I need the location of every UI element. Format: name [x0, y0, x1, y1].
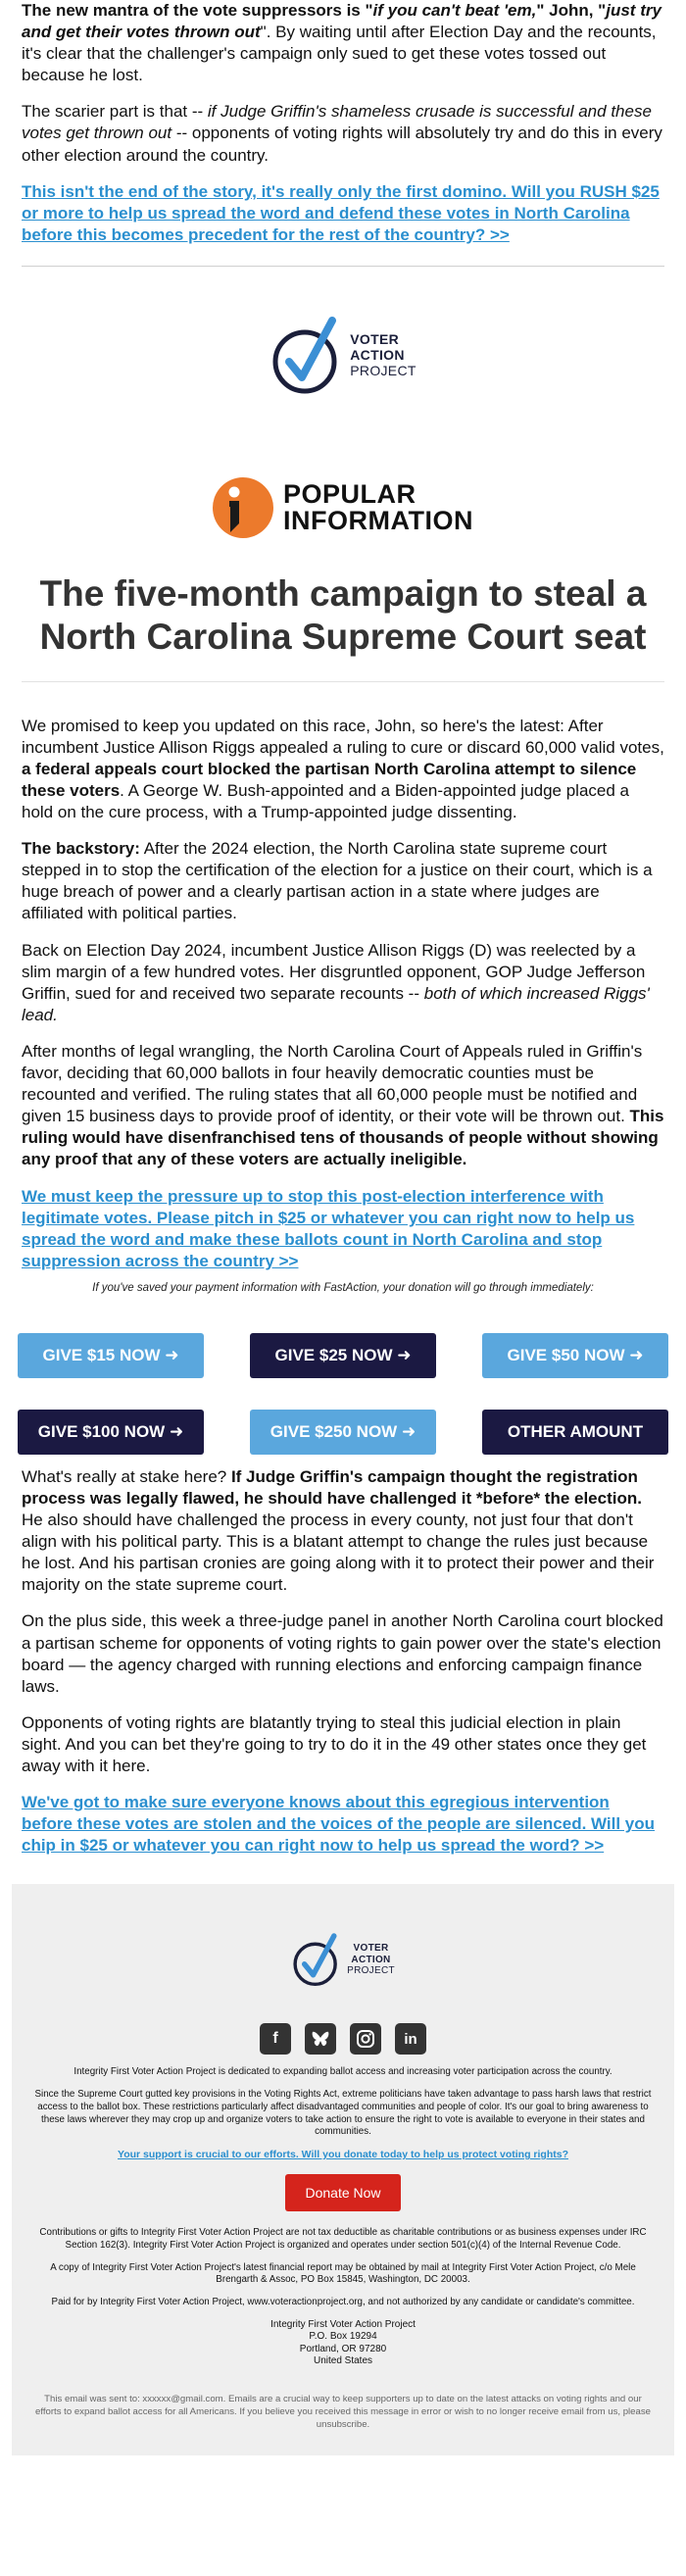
- give-15-button[interactable]: GIVE $15 NOW ➜: [18, 1333, 204, 1378]
- footer: [12, 1884, 674, 2454]
- linkedin-icon[interactable]: in: [395, 2023, 426, 2055]
- instagram-icon[interactable]: [350, 2023, 381, 2055]
- give-25-button[interactable]: GIVE $25 NOW ➜: [250, 1333, 436, 1378]
- footer-financial-report: A copy of Integrity First Voter Action Project's latest financial report may be obtained by mail at Integrity First Voter Action Project, c/o Mele Brengarth & Assoc, PO Box 15845, Washington, DC 20003.: [50, 2261, 636, 2286]
- checkmark-circle-icon: [291, 1930, 342, 1989]
- checkmark-circle-icon: [270, 313, 344, 397]
- info-circle-icon: [213, 477, 273, 538]
- footer-support-link[interactable]: Your support is crucial to our efforts. Will you donate today to help us protect voting rights?: [118, 2149, 568, 2161]
- fastaction-note: If you've saved your payment information with FastAction, your donation will go through immediately:: [92, 1281, 594, 1294]
- closing-paragraph-3: Opponents of voting rights are blatantly trying to steal this judicial election in plain sight. And you can bet they're going to try to do it in the 49 other states once they get away with it here.: [22, 1712, 647, 1775]
- intro-section: [0, 0, 686, 267]
- give-100-button[interactable]: GIVE $100 NOW ➜: [18, 1410, 204, 1455]
- other-amount-button[interactable]: OTHER AMOUNT: [482, 1410, 668, 1455]
- popular-information-logo: POPULAR INFORMATION: [0, 472, 686, 543]
- footer-address: Integrity First Voter Action Project P.O. Box 19294 Portland, OR 97280 United States: [270, 2318, 416, 2367]
- intro-donate-link[interactable]: This isn't the end of the story, it's really only the first domino. Will you RUSH $25 or more to help us spread the word and defend these votes in North Carolina before this becomes precedent for the rest of the country? >>: [22, 181, 660, 244]
- article-section: [0, 681, 686, 1294]
- footer-tax-notice: Contributions or gifts to Integrity First Voter Action Project are not tax deductible as charitable contributions or as business expenses under IRC Section 162(3). Integrity First Voter Action Project is organized and operates under section 501(c)(4) of the Internal Revenue Code.: [39, 2227, 647, 2251]
- intro-paragraph-2: The scarier part is that -- if Judge Griffin's shameless crusade is successful and these votes get thrown out -- opponents of voting rights will absolutely try and do this in every other election around the country.: [22, 102, 662, 165]
- article-paragraph-3: Back on Election Day 2024, incumbent Justice Allison Riggs (D) was reelected by a slim margin of a few hundred votes. Her disgruntled opponent, GOP Judge Jefferson Griffin, sued for and received two separate recounts -- both of which increased Riggs' lead.: [22, 940, 650, 1024]
- donate-button-row-2: [0, 1410, 686, 1455]
- donate-now-button[interactable]: Donate Now: [285, 2174, 400, 2211]
- intro-paragraph-1: The new mantra of the vote suppressors is "if you can't beat 'em," John, "just try and get their votes thrown out". By waiting until after Election Day and the recounts, it's clear that the challenger's campaign only sued to get these votes tossed out because he lost.: [22, 1, 662, 85]
- facebook-icon[interactable]: f: [260, 2023, 291, 2055]
- article-paragraph-2: The backstory: After the 2024 election, the North Carolina state supreme court stepped in to stop the certification of the election for a justice on their court, which is a huge breach of power and a clearly partisan action in a state where judges are affiliated with political parties.: [22, 839, 653, 923]
- voter-action-project-logo: VOTER ACTION PROJECT: [0, 306, 686, 404]
- give-50-button[interactable]: GIVE $50 NOW ➜: [482, 1333, 668, 1378]
- article-title: The five-month campaign to steal a North Carolina Supreme Court seat: [39, 572, 647, 658]
- title-divider: [22, 681, 664, 682]
- footer-logo: VOTER ACTION PROJECT: [31, 1925, 655, 1994]
- closing-section: [0, 1466, 686, 1858]
- social-links: [31, 2023, 655, 2055]
- bluesky-icon[interactable]: [305, 2023, 336, 2055]
- article-donate-link[interactable]: We must keep the pressure up to stop this post-election interference with legitimate votes. Please pitch in $25 or whatever you can right now to help us spread the word and make these ballots count in North Carolina and stop suppression across the country >>: [22, 1186, 635, 1270]
- closing-paragraph-1: What's really at stake here? If Judge Griffin's campaign thought the registration process was legally flawed, he should have challenged it *before* the election. He also should have challenged the process in every county, not just four that don't align with his political party. This is a blatant attempt to change the rules just because he lost. And his partisan cronies are going along with it to protect their power and their majority on the state supreme court.: [22, 1466, 655, 1595]
- divider: [22, 266, 664, 267]
- article-paragraph-1: We promised to keep you updated on this race, John, so here's the latest: After incumbent Justice Allison Riggs appealed a ruling to cure or discard 60,000 valid votes, a federal appeals court blocked the partisan North Carolina attempt to silence these voters. A George W. Bush-appointed and a Biden-appointed judge placed a hold on the cure process, with a Trump-appointed judge dissenting.: [22, 716, 664, 822]
- footer-since: Since the Supreme Court gutted key provisions in the Voting Rights Act, extreme politicians have taken advantage to pass harsh laws that restrict access to the ballot box. These restrictions particularly affect disadvantaged communities and people of color. It's our goal to bring awareness to these laws wherever they may crop up and organize voters to take action to ensure the right to vote is available to everyone in their states and communities.: [34, 2089, 652, 2138]
- article-paragraph-4: After months of legal wrangling, the North Carolina Court of Appeals ruled in Griffin's favor, deciding that 60,000 ballots in four heavily democratic counties must be recounted and verified. The ruling states that all 60,000 people must be notified and given 15 business days to provide proof of identity, or their vote will be thrown out. This ruling would have disenfranchised tens of thousands of people without showing any proof that any of these voters are actually ineligible.: [22, 1041, 664, 1169]
- donate-button-row-1: [0, 1333, 686, 1378]
- closing-donate-link[interactable]: We've got to make sure everyone knows about this egregious intervention before these votes are stolen and the voices of the people are silenced. Will you chip in $25 or whatever you can right now to help us spread the word? >>: [22, 1793, 656, 1856]
- footer-sent-to: This email was sent to: xxxxxx@gmail.com. Emails are a crucial way to keep supporters up to date on the latest attacks on voting rights and our efforts to expand ballot access for all Americans. If you believe you received this message in error or wish to no longer receive email from us, please unsubscribe.: [35, 2393, 651, 2430]
- footer-paid-for: Paid for by Integrity First Voter Action Project, www.voteractionproject.org, and not authorized by any candidate or candidate's committee.: [51, 2296, 635, 2307]
- footer-mission: Integrity First Voter Action Project is dedicated to expanding ballot access and increasing voter participation across the country.: [74, 2066, 612, 2078]
- closing-paragraph-2: On the plus side, this week a three-judge panel in another North Carolina court blocked a partisan scheme for opponents of voting rights to gain power over the state's election board — the agency charged with running elections and enforcing campaign finance laws.: [22, 1611, 663, 1696]
- give-250-button[interactable]: GIVE $250 NOW ➜: [250, 1410, 436, 1455]
